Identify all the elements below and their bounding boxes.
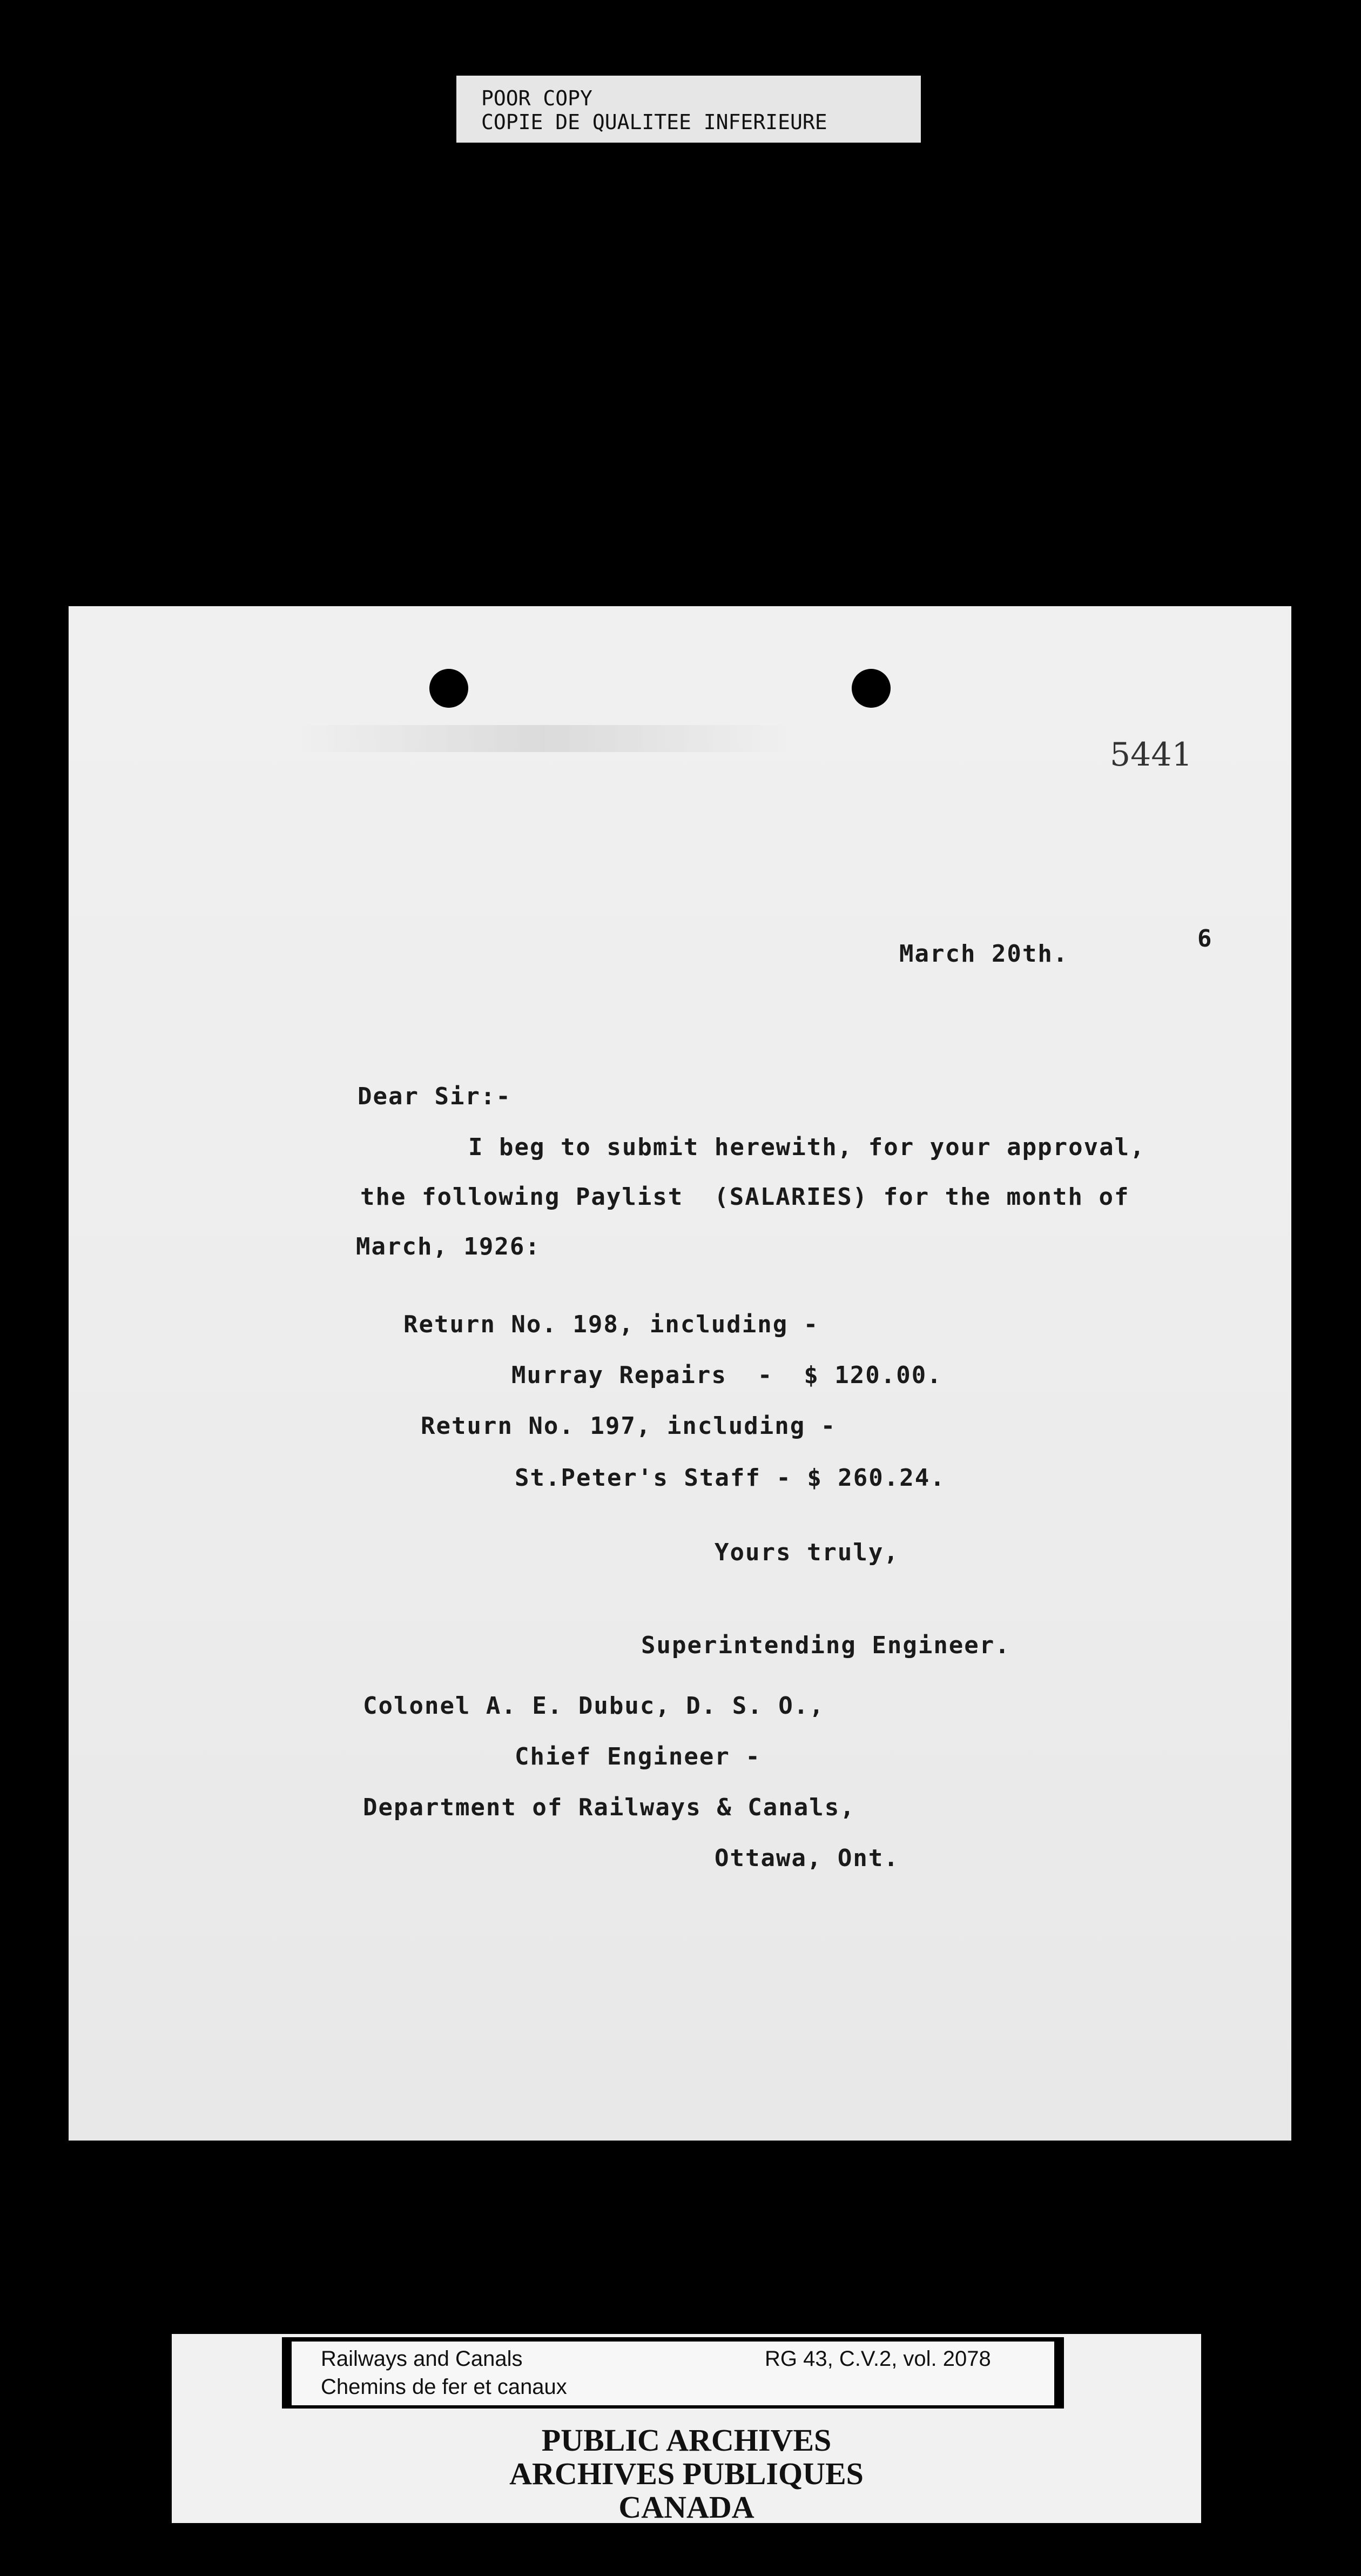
addressee-line-4: Ottawa, Ont.: [715, 1844, 899, 1872]
addressee-line-1: Colonel A. E. Dubuc, D. S. O.,: [363, 1692, 825, 1720]
poor-copy-line-fr: COPIE DE QUALITEE INFERIEURE: [481, 110, 827, 134]
addressee-line-3: Department of Railways & Canals,: [363, 1794, 855, 1821]
archives-line-en: PUBLIC ARCHIVES: [541, 2423, 832, 2458]
return-1-label: Return No. 198, including -: [403, 1311, 819, 1338]
letter-date: March 20th.: [899, 940, 1069, 968]
corner-mark: 6: [1197, 925, 1213, 952]
punch-hole-right: [852, 669, 891, 708]
punch-hole-left: [429, 669, 468, 708]
body-line-3: March, 1926:: [356, 1233, 541, 1260]
bleed-through-mark: [301, 725, 787, 752]
closing: Yours truly,: [715, 1539, 899, 1566]
addressee-line-2: Chief Engineer -: [515, 1743, 761, 1770]
public-archives-caption: [172, 2424, 1201, 2524]
body-line-1: I beg to submit herewith, for your approval,: [468, 1133, 1146, 1161]
poor-copy-label: [456, 76, 921, 143]
fonds-label: [292, 2342, 1054, 2405]
return-1-detail: Murray Repairs - $ 120.00.: [511, 1361, 942, 1389]
folio-number: 5441: [1110, 736, 1192, 774]
body-line-2: the following Paylist (SALARIES) for the month of: [360, 1183, 1130, 1211]
archival-reference: RG 43, C.V.2, vol. 2078: [765, 2347, 991, 2371]
return-2-label: Return No. 197, including -: [421, 1412, 837, 1440]
signature-title: Superintending Engineer.: [641, 1632, 1010, 1659]
fonds-name-fr: Chemins de fer et canaux: [321, 2375, 567, 2399]
letter-page: [69, 606, 1291, 2141]
archives-line-country: CANADA: [618, 2490, 754, 2525]
poor-copy-line-en: POOR COPY: [481, 86, 592, 110]
salutation: Dear Sir:-: [358, 1083, 511, 1110]
return-2-detail: St.Peter's Staff - $ 260.24.: [515, 1464, 946, 1492]
fonds-name-en: Railways and Canals: [321, 2347, 523, 2371]
archives-line-fr: ARCHIVES PUBLIQUES: [509, 2456, 864, 2491]
